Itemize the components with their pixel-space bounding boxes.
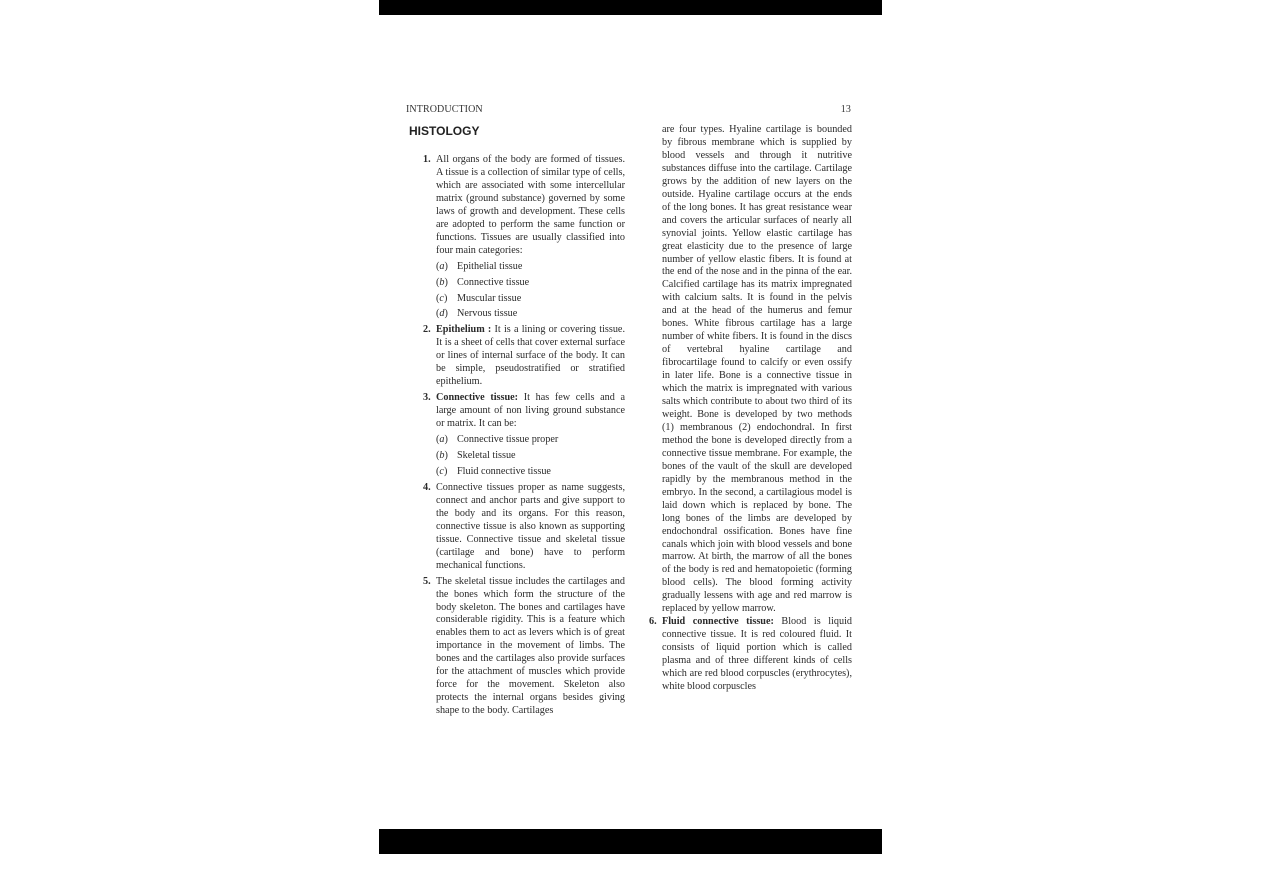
item-text: Blood is liquid connective tissue. It is red coloured fluid. It consists of liquid portion which is called plasma and of three different kinds of cells which are red blood corpuscles (erythrocytes), white blood corpuscles	[662, 616, 852, 692]
sub-item-text: Epithelial tissue	[457, 260, 523, 272]
list-item-6	[649, 616, 852, 694]
sub-item-letter: a	[439, 434, 445, 446]
page-number: 13	[840, 104, 851, 115]
sub-item-b: (b) Skeletal tissue	[436, 450, 516, 462]
item-number: 3.	[423, 392, 431, 404]
list-item-2	[423, 324, 625, 389]
sub-item-text: Connective tissue proper	[457, 434, 559, 446]
item-term: Fluid connective tissue:	[662, 616, 774, 628]
item-number: 2.	[423, 324, 431, 336]
sub-item-letter: b	[439, 276, 445, 288]
sub-item-letter: a	[439, 260, 445, 272]
item-number: 1.	[423, 154, 431, 165]
left-column	[423, 154, 626, 721]
right-column	[649, 124, 852, 697]
item-number: 6.	[649, 616, 657, 628]
sub-item-c: (c) Fluid connective tissue	[436, 465, 551, 477]
top-black-bar	[379, 0, 882, 15]
sub-item-text: Connective tissue	[457, 276, 530, 288]
sub-item-text: Fluid connective tissue	[457, 465, 551, 477]
sub-item-b: (b) Connective tissue	[436, 276, 530, 288]
list-item-4	[423, 481, 625, 573]
list-item-1	[423, 154, 625, 258]
sub-item-text: Skeletal tissue	[457, 450, 516, 462]
running-title: INTRODUCTION	[406, 104, 483, 115]
sub-item-text: Nervous tissue	[457, 308, 518, 320]
running-header	[406, 104, 851, 115]
item-number: 4.	[423, 481, 431, 493]
sub-item-a: (a) Epithelial tissue	[436, 260, 523, 272]
item-text: It has few cells and a large amount of non living ground substance or matrix. It can be:	[436, 392, 626, 430]
item-text: The skeletal tissue includes the cartilages and the bones which form the structure of the body skeleton. The bones and cartilages have considerable rigidity. This is a feature which enables them to act as levers which is of great importance in the movement of limbs. The bones and the cartilages also provide surfaces for the attachment of muscles which provide force for the movement. Skeleton also protects the internal organs besides giving shape to the body. Cartilages	[436, 575, 625, 717]
sub-item-c: (c) Muscular tissue	[436, 292, 522, 304]
continuation-paragraph: are four types. Hyaline cartilage is bounded by fibrous membrane which is supplied by blood vessels and through it nutritive substances diffuse into the cartilage. Cartilage grows by the addition of new layers on the outside. Hyaline cartilage occurs at the ends of the long bones. It has great resistance wear and covers the articular surfaces of nearly all synovial joints. Yellow elastic cartilage has great elasticity due to the presence of large number of yellow elastic fibers. It is found at the end of the nose and in the pinna of the ear. Calcified cartilage has its matrix impregnated with calcium salts. It is found in the pelvis and at the head of the humerus and femur bones. White fibrous cartilage has a large number of white fibers. It is found in the discs of vertebral hyaline cartilage and fibrocartilage found to calcify or even ossify in later life. Bone is a connective tissue in which the matrix is impregnated with various salts which contribute to about two third of its weight. Bone is developed by two methods (1) membranous (2) endochondral. In first method the bone is developed directly from a connective tissue membrane. For example, the bones of the vault of the skull are developed rapidly by the membranous method in the embryo. In the second, a cartilagious model is laid down which is replaced by bone. The long bones of the limbs are developed by endochondral ossification. Bones have fine canals which join with blood vessels and bone marrow. At birth, the marrow of all the bones of the body is red and hematopoietic (forming blood cells). The blood forming activity gradually lessens with age and red marrow is replaced by yellow marrow.	[662, 124, 852, 615]
list-item-3	[423, 392, 626, 431]
item-text: It is a lining or covering tissue. It is a sheet of cells that cover external surface or lines of internal surface of the body. It can be simple, pseudostratified or stratified epithelium.	[436, 324, 625, 388]
item-number: 5.	[423, 575, 431, 587]
sub-item-letter: c	[439, 292, 444, 304]
bottom-black-bar	[379, 829, 882, 854]
item-term: Epithelium :	[436, 324, 492, 336]
item-term: Connective tissue:	[436, 392, 519, 404]
list-item-5	[423, 575, 625, 718]
sub-item-letter: d	[439, 308, 445, 320]
sub-item-a: (a) Connective tissue proper	[436, 434, 559, 446]
sub-item-letter: c	[439, 465, 444, 477]
section-title: HISTOLOGY	[409, 124, 480, 138]
sub-item-text: Muscular tissue	[457, 292, 522, 304]
book-page	[379, 0, 882, 854]
sub-item-letter: b	[439, 450, 445, 462]
item-text: All organs of the body are formed of tissues. A tissue is a collection of similar type of cells, which are associated with some intercellular matrix (ground substance) governed by some laws of growth and development. These cells are adopted to perform the same function or functions. Tissues are usually classified into four main categories:	[436, 154, 625, 256]
item-text: Connective tissues proper as name suggests, connect and anchor parts and give support to the body and its organs. For this reason, connective tissue is also known as supporting tissue. Connective tissue and skeletal tissue (cartilage and bone) have to perform mechanical functions.	[436, 481, 625, 571]
sub-item-d: (d) Nervous tissue	[436, 308, 518, 320]
